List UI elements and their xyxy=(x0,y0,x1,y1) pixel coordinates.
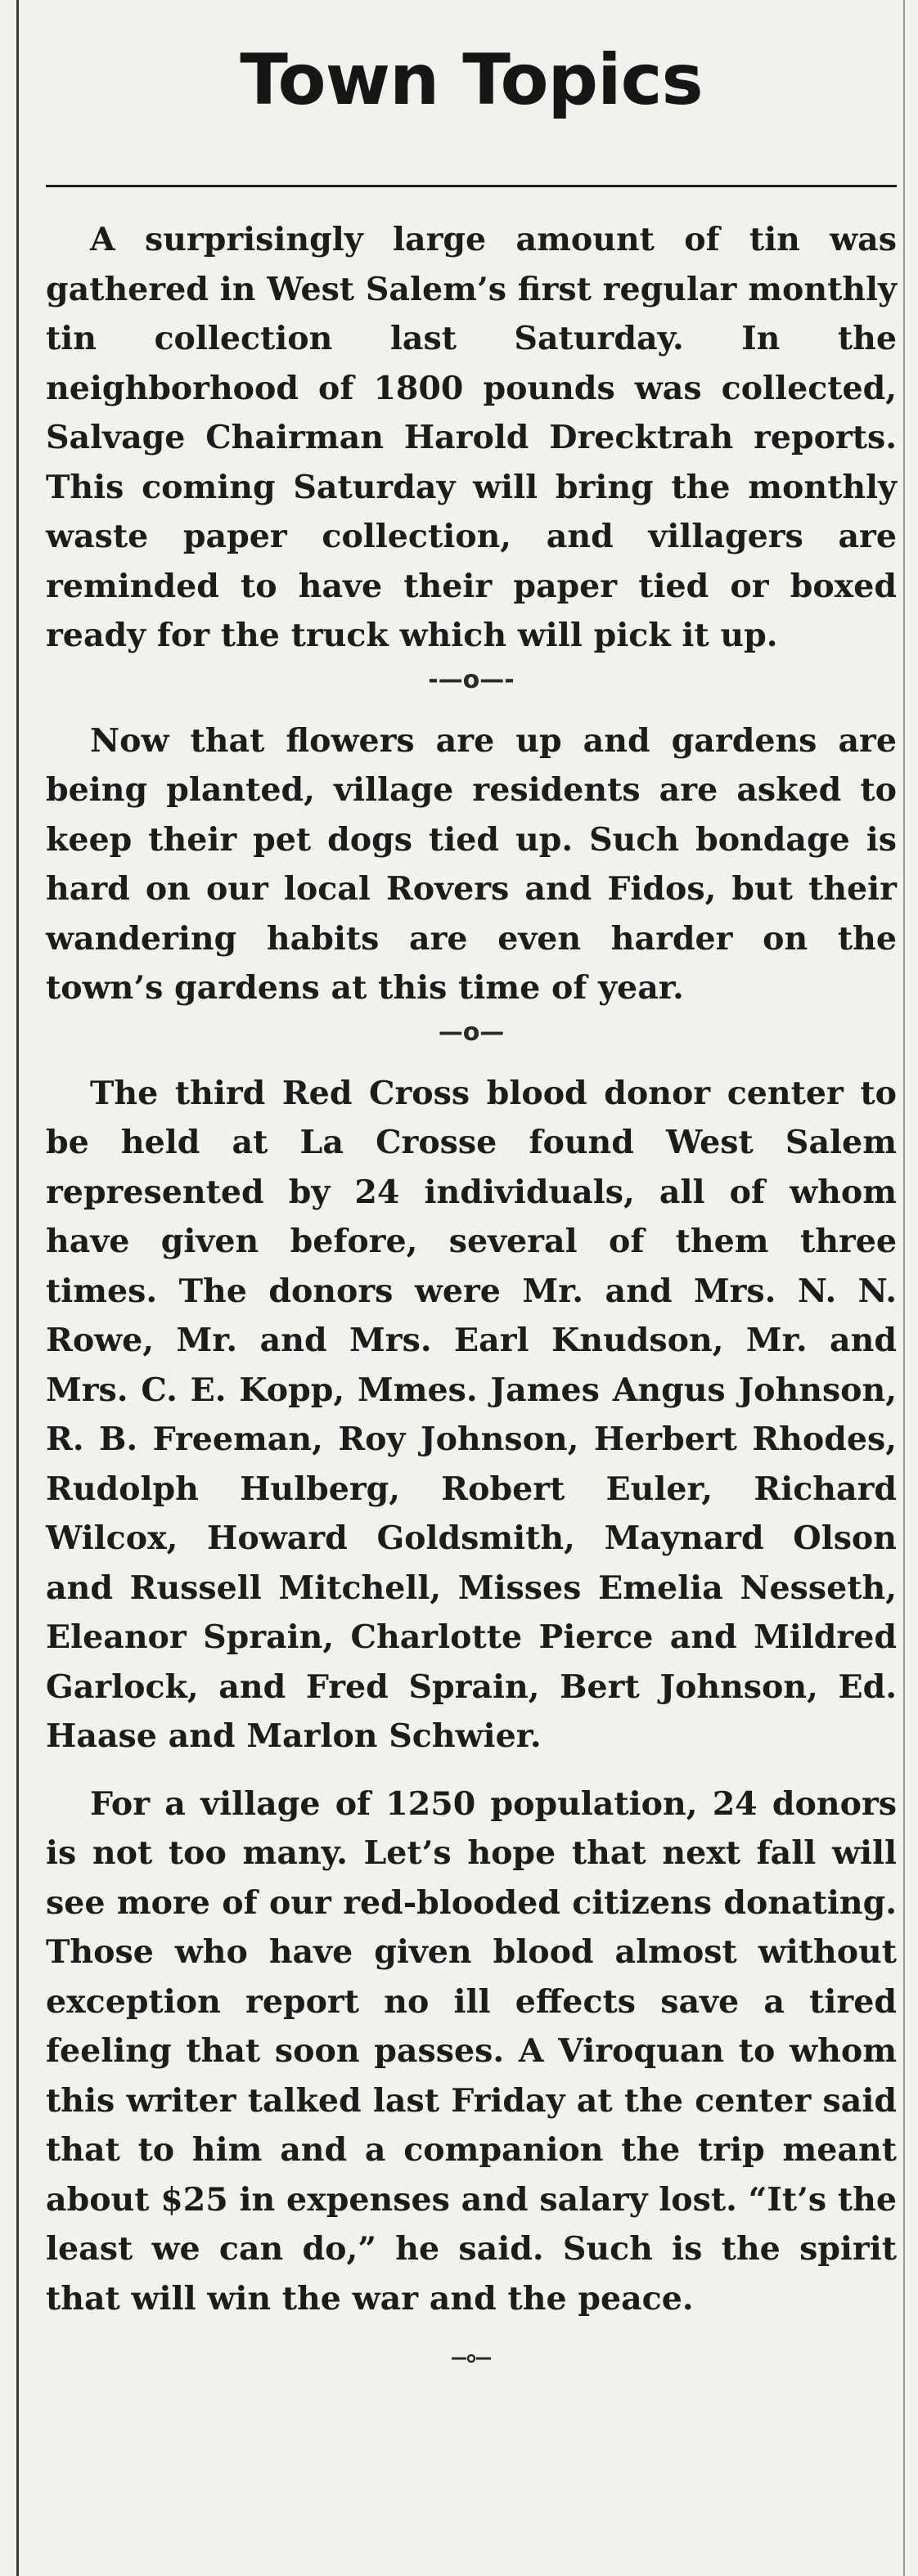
column-left-rule xyxy=(16,0,19,2576)
section-separator: -—o—- xyxy=(428,665,515,694)
trailing-separator-fragment xyxy=(46,2345,897,2369)
paragraph-dogs-tied: Now that flowers are up and gardens are being planted, village residents are asked to keep their pet dogs tied up. Such bondage is hard on our local Rovers and Fidos, but their wandering habits are even harder on the town’s gardens at this time of year. xyxy=(46,721,897,1007)
article-column xyxy=(46,0,897,2369)
section-separator: —o— xyxy=(438,1017,505,1047)
paragraph-blood-donors: The third Red Cross blood donor center to be held at La Crosse found West Salem represented by 24 individuals, all of whom have given before, several of them three times. The donors were Mr. and Mrs. N. N. Rowe, Mr. and Mrs. Earl Knudson, Mr. and Mrs. C. E. Kopp, Mmes. James Angus Johnson, R. B. Freeman, Roy Johnson, Herbert Rhodes, Rudolph Hulberg, Robert Euler, Richard Wilcox, Howard Goldsmith, Maynard Olson and Russell Mitchell, Misses Emelia Nesseth, Eleanor Sprain, Charlotte Pierce and Mildred Garlock, and Fred Sprain, Bert Johnson, Ed. Haase and Marlon Schwier. xyxy=(46,1074,897,1755)
headline-rule xyxy=(46,185,897,187)
headline: Town Topics xyxy=(240,39,703,121)
column-right-rule xyxy=(903,0,905,2576)
cut-off-separator-icon xyxy=(447,2353,496,2364)
paragraph-tin-collection: A surprisingly large amount of tin was gathered in West Salem’s first regular monthly tin collection last Saturday. In the neighborhood of 1800 pounds was collected, Salvage Chairman Harold Drecktrah reports. This coming Saturday will bring the monthly waste paper collection, and villagers are reminded to have their paper tied or boxed ready for the truck which will pick it up. xyxy=(46,221,897,654)
paragraph-village-donors: For a village of 1250 population, 24 donors is not too many. Let’s hope that next fall will see more of our red-blooded citizens donating. Those who have given blood almost without exception report no ill effects save a tired feeling that soon passes. A Viroquan to whom this writer talked last Friday at the center said that to him and a companion the trip meant about $25 in expenses and salary lost. “It’s the least we can do,” he said. Such is the spirit that will win the war and the peace. xyxy=(46,1784,897,2318)
